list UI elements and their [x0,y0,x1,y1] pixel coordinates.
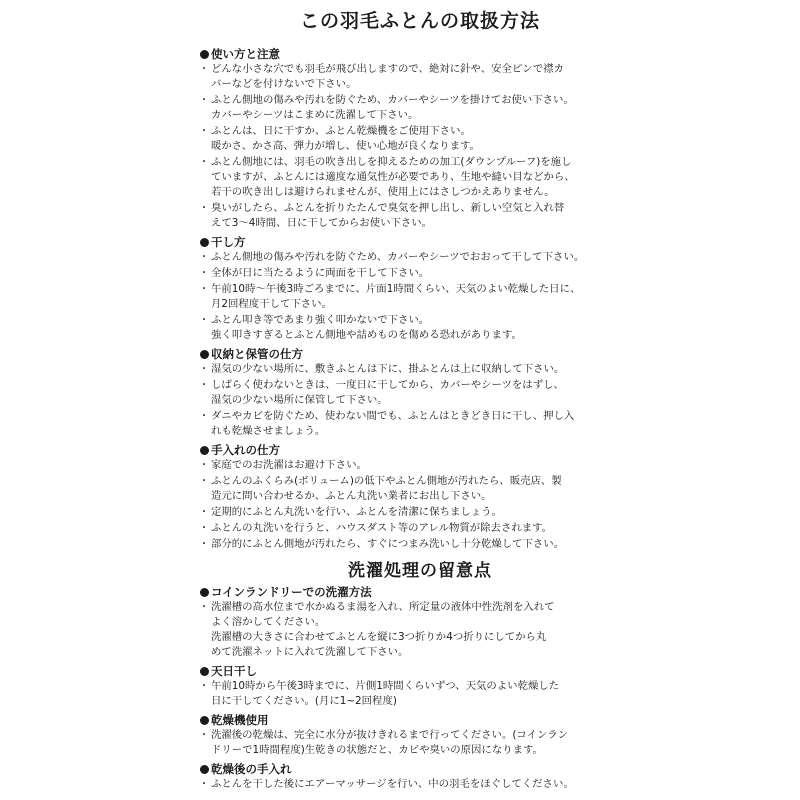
list-item: ・ 湿気の少ない場所に、敷きふとんは下に、掛ふとんは上に収納して下さい。 [200,362,610,377]
section [200,663,610,709]
list-item: ・ 臭いがしたら、ふとんを折りたたんで臭気を押し出し、新しい空気と入れ替 えて3～4時間、日に干してからお使い下さい。 [200,201,610,231]
section-items [200,458,610,552]
section-heading-text: コインランドリーでの洗濯方法 [211,585,372,599]
list-item: ・ ふとんを干した後にエアーマッサージを行い、中の羽毛をほぐしてください。 [200,777,610,792]
section-heading-text: 乾燥機使用 [211,713,269,727]
section [200,712,610,758]
list-item: ・ 午前10時～午後3時ごろまでに、片面1時間くらい、天気のよい乾燥した日に、 月2回程度干して下さい。 [200,282,610,312]
list-item: ・ 洗濯槽の高水位まで水かぬるま湯を入れ、所定量の液体中性洗剤を入れて よく溶かしてください。 洗濯槽の大きさに合わせてふとんを縦に3つ折りか4つ折りにしてから丸 めて洗濯ネットに入れて洗濯して下さい。 [200,600,610,660]
bullet-dot-icon [200,667,209,676]
section [200,234,610,343]
section-heading [200,761,610,777]
list-item: ・ ふとん叩き等であまり強く叩かないで下さい。 強く叩きすぎるとふとん側地や詰めものを傷める恐れがあります。 [200,313,610,343]
section-heading-text: 手入れの仕方 [211,443,280,457]
bullet-dot-icon [200,765,209,774]
list-item: ・ ふとんの丸洗いを行うと、ハウスダスト等のアレル物質が除去されます。 [200,521,610,536]
section-items [200,62,610,231]
list-item: ・ ふとんは、日に干すか、ふとん乾燥機をご使用下さい。 暖かさ、かさ高、弾力が増し、使い心地が良くなります。 [200,124,610,154]
list-item: ・ ふとん側地には、羽毛の吹き出しを抑えるための加工(ダウンプルーフ)を施し ていますが、ふとんには適度な通気性が必要であり、生地や縫い目などから、 若干の吹き出しは避けられませんが、使用上にはさしつかえありません。 [200,155,610,200]
bullet-dot-icon [200,588,209,597]
section [200,761,610,792]
section [200,46,610,231]
section-items [200,250,610,343]
section-items [200,777,610,792]
washing-sections [200,584,610,792]
list-item: ・ ふとん側地の傷みや汚れを防ぐため、カバーやシーツでおおって干して下さい。 [200,250,610,265]
care-instructions-document [200,8,610,795]
bullet-dot-icon [200,446,209,455]
list-item: ・ 定期的にふとん丸洗いを行い、ふとんを清潔に保ちましょう。 [200,505,610,520]
list-item: ・ しばらく使わないときは、一度日に干してから、カバーやシーツをはずし、 湿気の少ない場所に保管して下さい。 [200,378,610,408]
section-heading [200,46,610,62]
section [200,442,610,552]
list-item: ・ 洗濯後の乾燥は、完全に水分が抜けきれるまで行ってください。(コインラン ドリーで1時間程度)生乾きの状態だと、カビや臭いの原因になります。 [200,728,610,758]
bullet-dot-icon [200,350,209,359]
list-item: ・ どんな小さな穴でも羽毛が飛び出しますので、絶対に針や、安全ピンで襟カ バーなどを付けないで下さい。 [200,62,610,92]
washing-subtitle: 洗濯処理の留意点 [348,561,492,581]
list-item: ・ ふとんのふくらみ(ボリューム)の低下やふとん側地が汚れたら、販売店、製 造元に問い合わせるか、ふとん丸洗い業者にお出し下さい。 [200,474,610,504]
bullet-dot-icon [200,50,209,59]
section-heading [200,346,610,362]
section-heading-text: 乾燥後の手入れ [211,762,292,776]
bullet-dot-icon [200,238,209,247]
section-items [200,600,610,660]
list-item: ・ ふとん側地の傷みや汚れを防ぐため、カバーやシーツを掛けてお使い下さい。 カバーやシーツはこまめに洗濯して下さい。 [200,93,610,123]
section-items [200,728,610,758]
section-items [200,679,610,709]
section-heading-text: 天日干し [211,664,257,678]
bullet-dot-icon [200,716,209,725]
section [200,346,610,439]
section-heading-text: 干し方 [211,235,246,249]
section-heading [200,234,610,250]
section-heading-text: 使い方と注意 [211,47,280,61]
section-heading [200,663,610,679]
document-title: この羽毛ふとんの取扱方法 [299,10,540,32]
section-heading [200,442,610,458]
section-heading-text: 収納と保管の仕方 [211,347,303,361]
section [200,584,610,660]
section-heading [200,584,610,600]
list-item: ・ 部分的にふとん側地が汚れたら、すぐにつまみ洗いし十分乾燥して下さい。 [200,537,610,552]
list-item: ・ 家庭でのお洗濯はお避け下さい。 [200,458,610,473]
list-item: ・ 全体が日に当たるように両面を干して下さい。 [200,266,610,281]
list-item: ・ ダニやカビを防ぐため、使わない間でも、ふとんはときどき日に干し、押し入 れも乾燥させましょう。 [200,409,610,439]
section-heading [200,712,610,728]
list-item: ・ 午前10時から午後3時までに、片側1時間くらいずつ、天気のよい乾燥した 日に干してください。(月に1~2回程度) [200,679,610,709]
section-items [200,362,610,439]
care-sections [200,46,610,552]
